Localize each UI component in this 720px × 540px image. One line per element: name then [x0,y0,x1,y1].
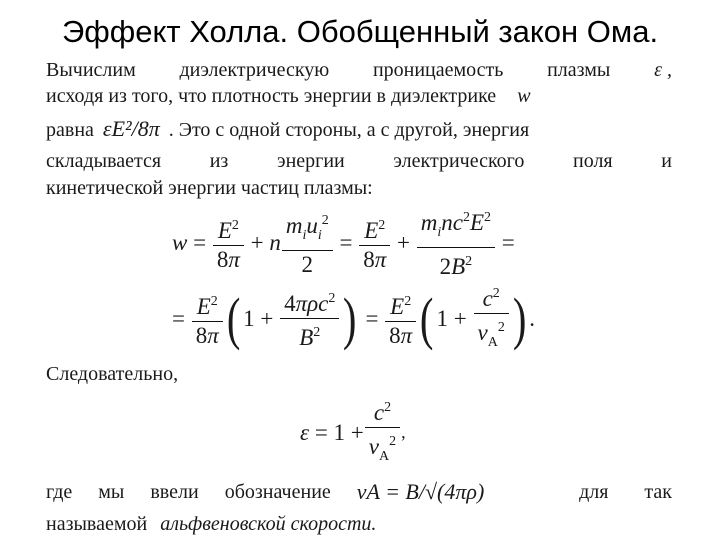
line-rest: . Это с одной стороны, а с другой, энергия [168,119,530,141]
line-text: исходя из того, что плотность энергии в диэлектрике [46,85,497,107]
word: складывается [46,150,162,172]
word: где [46,481,73,503]
paragraph-line-1 [46,58,672,82]
word: энергии [276,150,345,172]
word: плазмы [547,59,611,81]
epsilon-symbol: ε , [654,59,672,81]
alfven-velocity-formula: vA = B/√(4πρ) [356,479,485,504]
word: и [661,150,672,172]
word: поля [573,150,613,172]
slide-title: Эффект Холла. Обобщенный закон Ома. [61,14,659,49]
word: проницаемость [372,59,504,81]
equation-energy-result: = $E^2$ 8π ( 1 + 4πρc$^2$ $B^2$ ) = $E^2$ 8π ( 1 + $c^2$ $v_A^2$ ) . [172,282,535,355]
bottom-line-2 [46,512,376,536]
word: Вычислим [46,59,136,81]
paragraph-line-5: кинетической энергии частиц плазмы: [46,177,373,199]
line-prefix: равна [46,119,94,141]
w-symbol: w [517,85,531,107]
word: диэлектрическую [179,59,330,81]
energy-density-formula: εE²/8π [102,116,160,141]
equation-permittivity: ε = 1 + $c^2$ $v_A^2$ , [300,396,406,469]
paragraph-line-2 [46,84,531,108]
alfven-speed-term: альфвеновской скорости. [160,513,377,535]
word: электрического [393,150,525,172]
word: так [644,481,672,503]
paragraph-line-3 [46,117,529,142]
word: из [209,150,229,172]
line-prefix: называемой [46,513,148,535]
word: обозначение [224,481,331,503]
paragraph-line-4 [46,149,672,173]
word: ввели [150,481,199,503]
word: мы [98,481,125,503]
bottom-line-1 [46,480,672,504]
consequently-label: Следовательно, [46,363,179,385]
word: для [579,481,609,503]
equation-energy-sum: w = $E^2$ 8π + n $m_iu_i^2$ 2 = $E^2$ 8π + $m_inc^2E^2$ $2B^2$ = [172,210,515,279]
